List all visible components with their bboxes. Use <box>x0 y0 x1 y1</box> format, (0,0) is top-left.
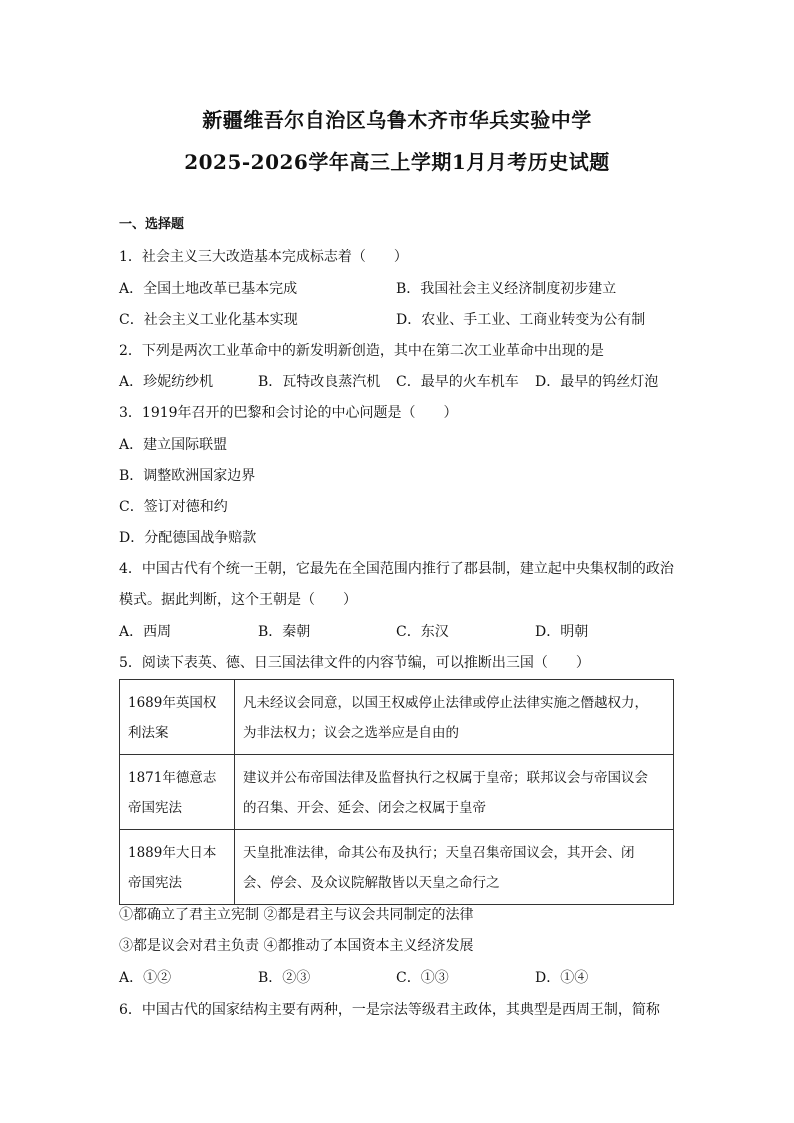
table-cell-document <box>120 830 235 905</box>
table-row <box>120 830 674 905</box>
content-line: 天皇批准法律，命其公布及执行；天皇召集帝国议会，其开会、闭 <box>243 845 635 861</box>
q5-option-c: C．①③ <box>396 970 449 986</box>
q1-option-a: A．全国土地改革已基本完成 <box>119 281 298 297</box>
doc-name-line: 1871年德意志 <box>128 770 217 786</box>
q3-option-b: B．调整欧洲国家边界 <box>119 468 256 484</box>
table-cell-document <box>120 680 235 755</box>
q5-statements-line2: ③都是议会对君主负责 ④都推动了本国资本主义经济发展 <box>119 938 474 954</box>
table-cell-content <box>235 755 674 830</box>
q4-option-a: A．西周 <box>119 624 172 640</box>
q2-option-a: A．珍妮纺纱机 <box>119 374 214 390</box>
q4-stem-line1: 4．中国古代有个统一王朝，它最先在全国范围内推行了郡县制，建立起中央集权制的政治 <box>119 561 674 577</box>
q2-option-b: B．瓦特改良蒸汽机 <box>258 374 381 390</box>
table-cell-document <box>120 755 235 830</box>
q2-stem: 2．下列是两次工业革命中的新发明新创造，其中在第二次工业革命中出现的是 <box>119 343 604 359</box>
q3-option-c: C．签订对德和约 <box>119 499 228 515</box>
q4-option-b: B．秦朝 <box>258 624 311 640</box>
q2-option-d: D．最早的钨丝灯泡 <box>535 374 659 390</box>
q4-option-d: D．明朝 <box>535 624 589 640</box>
doc-name-line: 帝国宪法 <box>128 875 182 891</box>
q1-stem: 1．社会主义三大改造基本完成标志着（ ） <box>119 249 408 265</box>
content-line: 凡未经议会同意，以国王权威停止法律或停止法律实施之僭越权力， <box>243 695 648 711</box>
q3-option-d: D．分配德国战争赔款 <box>119 530 257 546</box>
q3-stem: 3．1919年召开的巴黎和会讨论的中心问题是（ ） <box>119 405 458 421</box>
content-line: 会、停会、及众议院解散皆以天皇之命行之 <box>243 875 500 891</box>
q1-option-c: C．社会主义工业化基本实现 <box>119 312 298 328</box>
law-comparison-table <box>119 679 674 905</box>
doc-name-line: 1889年大日本 <box>128 845 217 861</box>
content-line: 的召集、开会、延会、闭会之权属于皇帝 <box>243 800 486 816</box>
exam-title-line2: 2025-2026学年高三上学期1月月考历史试题 <box>184 150 610 174</box>
doc-name-line: 帝国宪法 <box>128 800 182 816</box>
q2-option-c: C．最早的火车机车 <box>396 374 519 390</box>
table-row <box>120 680 674 755</box>
table-cell-content <box>235 680 674 755</box>
q4-option-c: C．东汉 <box>396 624 449 640</box>
q5-option-d: D．①④ <box>535 970 589 986</box>
q1-option-d: D．农业、手工业、工商业转变为公有制 <box>396 312 646 328</box>
q5-stem: 5．阅读下表英、德、日三国法律文件的内容节编，可以推断出三国（ ） <box>119 655 590 671</box>
q3-option-a: A．建立国际联盟 <box>119 437 228 453</box>
doc-name-line: 利法案 <box>128 725 169 741</box>
content-line: 建议并公布帝国法律及监督执行之权属于皇帝；联邦议会与帝国议会 <box>243 770 648 786</box>
section-heading: 一、选择题 <box>119 217 185 232</box>
q5-statements-line1: ①都确立了君主立宪制 ②都是君主与议会共同制定的法律 <box>119 907 474 923</box>
content-line: 为非法权力；议会之选举应是自由的 <box>243 725 459 741</box>
q5-option-a: A．①② <box>119 970 172 986</box>
q6-stem: 6．中国古代的国家结构主要有两种，一是宗法等级君主政体，其典型是西周王制，简称 <box>119 1002 660 1018</box>
q1-option-b: B．我国社会主义经济制度初步建立 <box>396 281 617 297</box>
table-row <box>120 755 674 830</box>
exam-title-line1: 新疆维吾尔自治区乌鲁木齐市华兵实验中学 <box>202 108 592 132</box>
table-cell-content <box>235 830 674 905</box>
q5-option-b: B．②③ <box>258 970 311 986</box>
q4-stem-line2: 模式。据此判断，这个王朝是（ ） <box>119 592 357 608</box>
doc-name-line: 1689年英国权 <box>128 695 217 711</box>
